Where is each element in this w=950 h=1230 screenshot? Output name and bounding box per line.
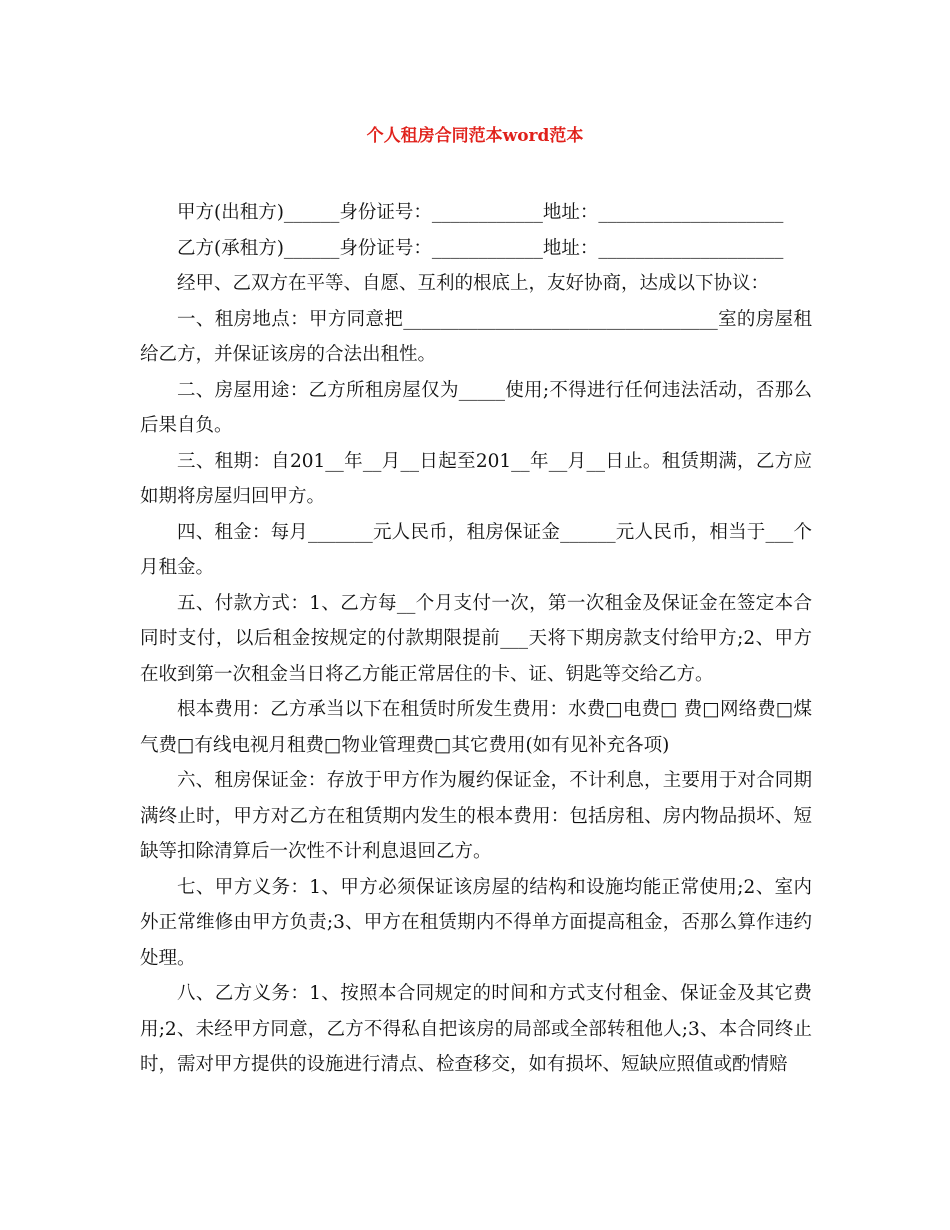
- clause-1-location: 一、租房地点：甲方同意把__________________________________室的房屋租给乙方，并保证该房的合法出租性。: [140, 308, 812, 365]
- preamble-paragraph: 经甲、乙双方在平等、自愿、互利的根底上，友好协商，达成以下协议：: [177, 273, 770, 294]
- party-b-line: 乙方(承租方)______身份证号：____________地址：____________________: [177, 237, 784, 259]
- party-a-line: 甲方(出租方)______身份证号：____________地址：____________________: [177, 202, 784, 223]
- clause-8-party-b-duties: 八、乙方义务：1、按照本合同规定的时间和方式支付租金、保证金及其它费用;2、未经甲方同意，乙方不得私自把该房的局部或全部转租他人;3、本合同终止时，需对甲方提供的设施进行清点、检查移交，如有损坏、短缺应照值或酌情赔: [140, 983, 812, 1075]
- document-title: 个人租房合同范本word范本: [366, 126, 584, 146]
- clause-7-party-a-duties: 七、甲方义务：1、甲方必须保证该房屋的结构和设施均能正常使用;2、室内外正常维修由甲方负责;3、甲方在租赁期内不得单方面提高租金，否那么算作违约处理。: [140, 876, 812, 969]
- clause-5-payment: 五、付款方式：1、乙方每__个月支付一次，第一次租金及保证金在签定本合同时支付，以后租金按规定的付款期限提前___天将下期房款支付给甲方;2、甲方在收到第一次租金当日将乙方能正常居住的卡、证、钥匙等交给乙方。: [140, 592, 812, 685]
- clause-2-usage: 二、房屋用途：乙方所租房屋仅为_____使用;不得进行任何违法活动，否那么后果自负。: [140, 379, 812, 436]
- document-body: [140, 195, 812, 1083]
- clause-4-rent: 四、租金：每月_______元人民币，租房保证金______元人民币，相当于___个月租金。: [140, 521, 812, 578]
- clause-6-deposit: 六、租房保证金：存放于甲方作为履约保证金，不计利息，主要用于对合同期满终止时，甲方对乙方在租赁期内发生的根本费用：包括房租、房内物品损坏、短缺等扣除清算后一次性不计利息退回乙方。: [140, 770, 812, 862]
- clause-3-term: 三、租期：自201__年__月__日起至201__年__月__日止。租赁期满，乙方应如期将房屋归回甲方。: [140, 450, 812, 507]
- basic-fees-paragraph: 根本费用：乙方承当以下在租赁时所发生费用：水费□电费□ 费□网络费□煤气费□有线电视月租费□物业管理费□其它费用(如有见补充各项): [140, 699, 812, 756]
